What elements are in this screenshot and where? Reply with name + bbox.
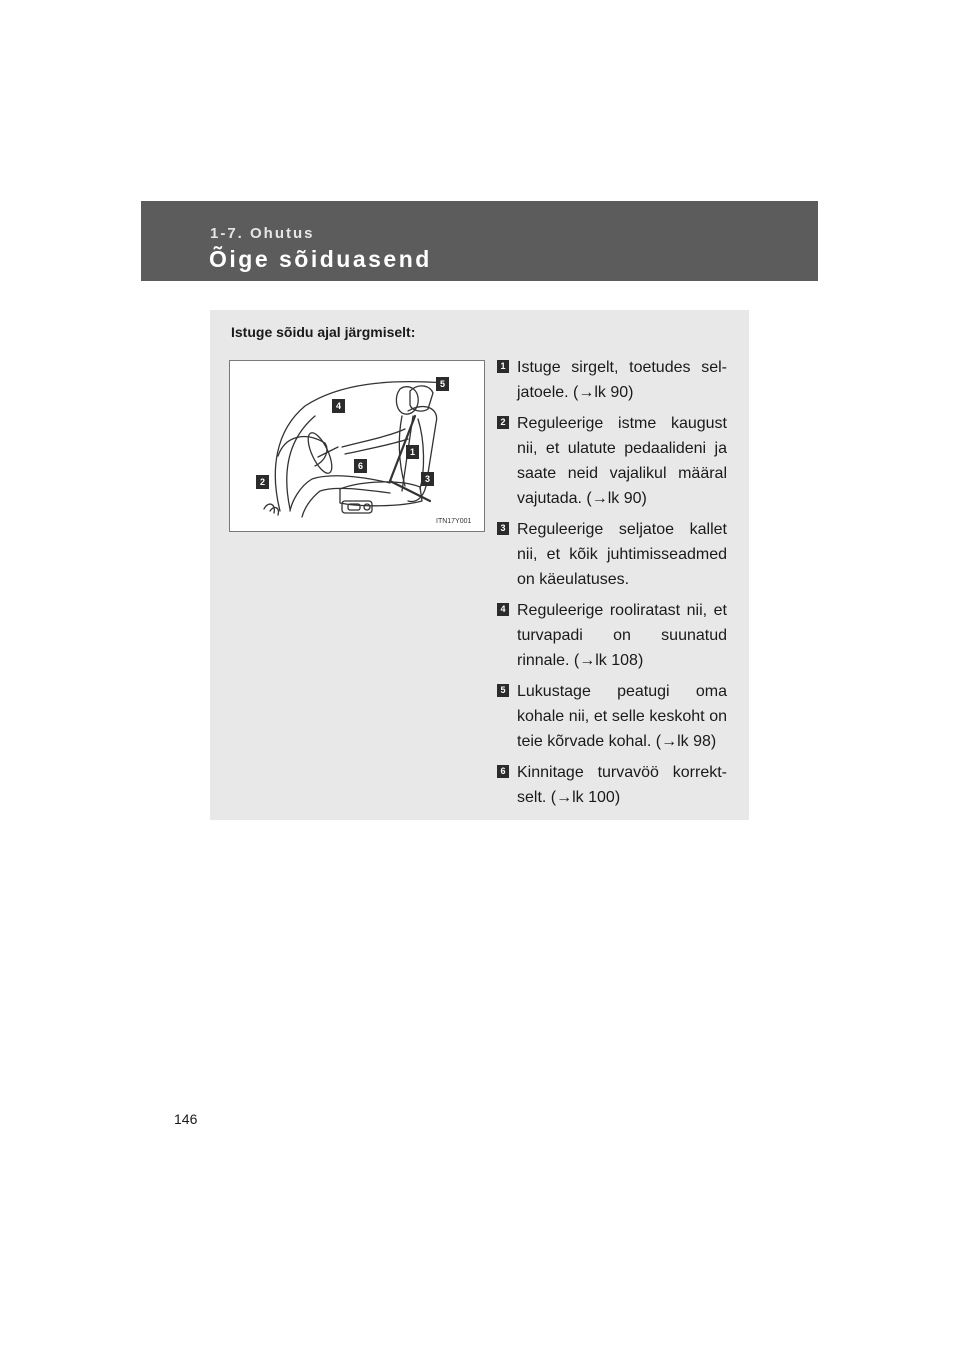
item-number-badge: 6 — [497, 765, 509, 778]
figure-code: ITN17Y001 — [436, 518, 472, 525]
intro-text: Istuge sõidu ajal järgmiselt: — [231, 324, 416, 340]
list-item — [497, 355, 727, 405]
item-text: Reguleerige rooliratast nii, et turvapadi on suunatud rinnale. (→lk 108) — [517, 602, 727, 669]
driving-position-figure — [229, 360, 485, 532]
section-header — [141, 201, 818, 281]
page-number: 146 — [174, 1111, 198, 1127]
item-number-badge: 4 — [497, 603, 509, 616]
callout-6: 6 — [357, 461, 364, 471]
item-number-badge: 3 — [497, 522, 509, 535]
item-number-badge: 5 — [497, 684, 509, 697]
item-text: Kinnitage turvavöö korrektselt. (→lk 100) — [517, 764, 727, 806]
list-item — [497, 517, 727, 592]
driver-illustration — [230, 361, 484, 531]
list-item — [497, 760, 727, 810]
callout-3: 3 — [424, 474, 431, 484]
page-title: Õige sõiduasend — [209, 246, 432, 272]
item-text: Istuge sirgelt, toetudes seljatoele. (→lk 90) — [517, 359, 727, 401]
list-item — [497, 679, 727, 754]
item-text: Lukustage peatugi oma kohale nii, et selle keskoht on teie kõrvade kohal. (→lk 98) — [517, 683, 727, 750]
callout-2: 2 — [259, 477, 266, 487]
callout-4: 4 — [335, 401, 342, 411]
section-label: 1-7. Ohutus — [210, 225, 315, 242]
list-item — [497, 598, 727, 673]
list-item — [497, 411, 727, 511]
item-text: Reguleerige seljatoe kallet nii, et kõik juhtimisseadmed on käeulatuses. — [517, 521, 727, 588]
callout-5: 5 — [439, 379, 446, 389]
item-number-badge: 1 — [497, 360, 509, 373]
content-box — [210, 310, 749, 820]
item-number-badge: 2 — [497, 416, 509, 429]
instruction-list — [497, 355, 727, 816]
callout-1: 1 — [409, 447, 416, 457]
item-text: Reguleerige istme kaugust nii, et ulatute pedaalideni ja saate neid vajalikul määral vajutada. (→lk 90) — [517, 415, 727, 507]
